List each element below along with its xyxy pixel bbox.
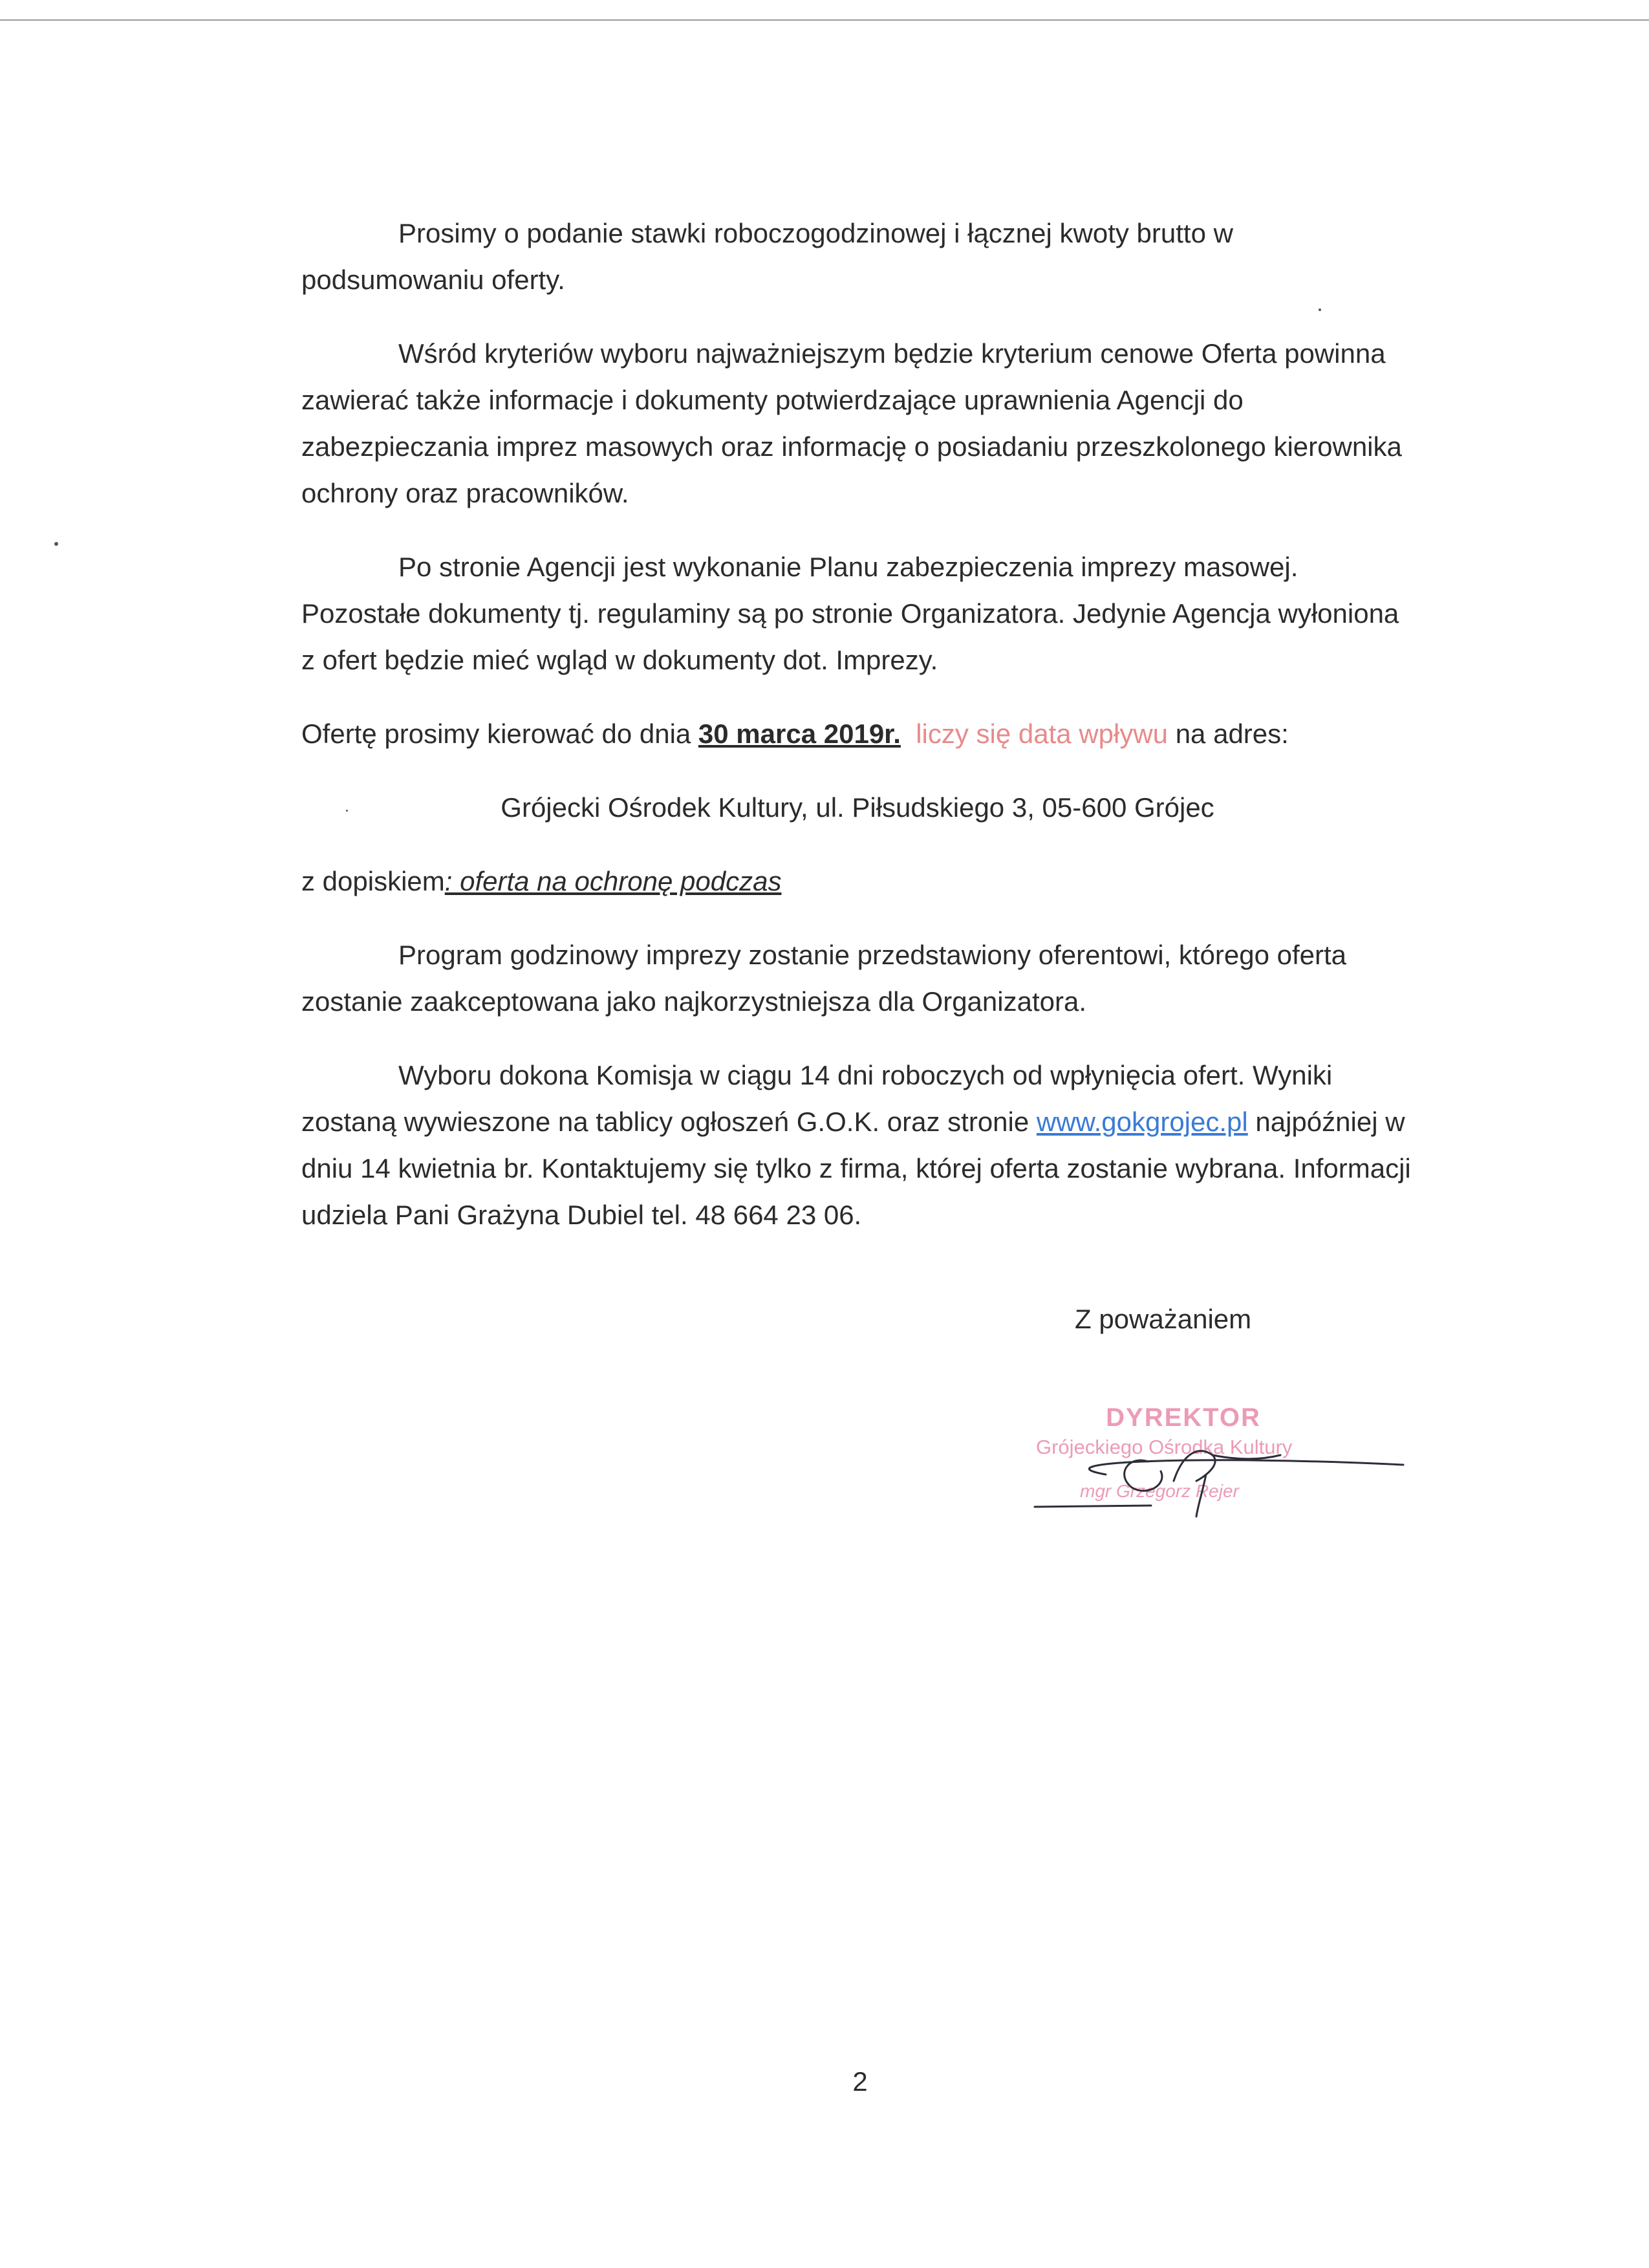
annotation-prefix: z dopiskiem bbox=[301, 866, 445, 896]
paragraph-rate-request: Prosimy o podanie stawki roboczogodzinowej i łącznej kwoty brutto w podsumowaniu oferty. bbox=[301, 218, 1233, 295]
closing-salutation: Z poważaniem bbox=[1075, 1304, 1252, 1334]
scan-speck bbox=[54, 542, 58, 546]
scan-edge-line bbox=[0, 19, 1649, 21]
paragraph-selection-criteria: Wśród kryteriów wyboru najważniejszym będzie kryterium cenowe Oferta powinna zawierać także informacje i dokumenty potwierdzające uprawnienia Agencji do zabezpieczania imprez masowych oraz informację o posiadaniu przeszkolonego kierownika ochrony oraz pracowników. bbox=[301, 338, 1402, 508]
paragraph-agency-duties: Po stronie Agencji jest wykonanie Planu zabezpieczenia imprezy masowej. Pozostałe dokumenty tj. regulaminy są po stronie Organizatora. Jedynie Agencja wyłoniona z ofert będzie mieć wgląd w dokumenty dot. Imprezy. bbox=[301, 552, 1399, 675]
stamp-organization: Grójeckiego Ośrodka Kultury bbox=[1036, 1436, 1293, 1458]
signature-icon bbox=[1009, 1390, 1423, 1520]
website-link[interactable]: www.gokgrojec.pl bbox=[1036, 1107, 1248, 1137]
paragraph-deadline bbox=[301, 711, 1414, 757]
paragraph-results bbox=[301, 1052, 1414, 1238]
director-stamp bbox=[1009, 1390, 1423, 1520]
deadline-date: 30 marca 2019r. bbox=[698, 718, 901, 749]
results-text-end: najpóźniej w dniu 14 kwietnia br. Kontaktujemy się tylko z firma, której oferta zostanie wybrana. Informacji udziela Pani Grażyna Dubiel tel. 48 664 23 06. bbox=[301, 1107, 1411, 1230]
stamp-name: mgr Grzegorz Rejer bbox=[1080, 1481, 1239, 1501]
letter-body bbox=[301, 210, 1414, 1266]
paragraph-annotation bbox=[301, 858, 1414, 905]
results-text-start: Wyboru dokona Komisja w ciągu 14 dni roboczych od wpłynięcia ofert. Wyniki zostaną wywieszone na tablicy ogłoszeń G.O.K. oraz stronie bbox=[301, 1060, 1333, 1137]
annotation-text: : oferta na ochronę podczas bbox=[444, 866, 782, 896]
deadline-prefix: Ofertę prosimy kierować do dnia bbox=[301, 718, 698, 749]
stamp-title: DYREKTOR bbox=[1106, 1403, 1261, 1432]
address-line: Grójecki Ośrodek Kultury, ul. Piłsudskiego 3, 05-600 Grójec bbox=[501, 792, 1214, 823]
deadline-suffix: na adres: bbox=[1168, 718, 1289, 749]
paragraph-program: Program godzinowy imprezy zostanie przedstawiony oferentowi, którego oferta zostanie zaakceptowana jako najkorzystniejsza dla Organizatora. bbox=[301, 940, 1347, 1017]
deadline-note: liczy się data wpływu bbox=[916, 718, 1169, 749]
page-number: 2 bbox=[852, 2066, 868, 2097]
